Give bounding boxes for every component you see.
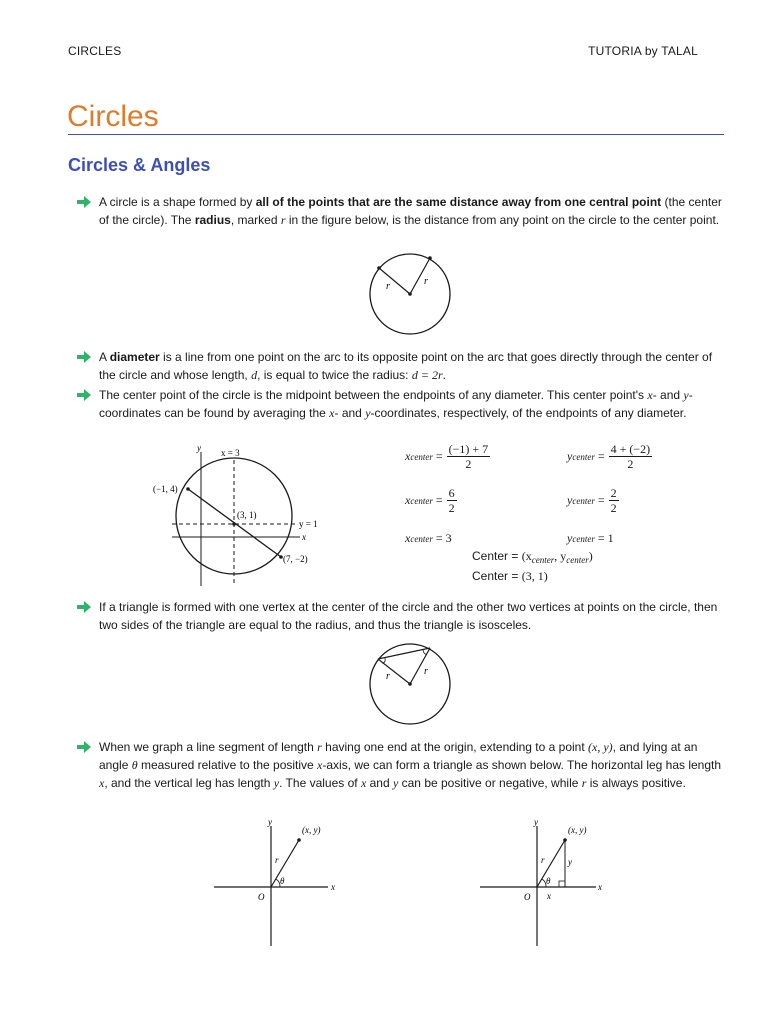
title-rule xyxy=(68,134,724,135)
bullet-line-segment: When we graph a line segment of length r having one end at the origin, extending to a point (x, y), and lying at an angle θ measured relative to the positive x-axis, we can form a triangle as shown below. The horizontal leg has length x, and the vertical leg has length y. The values of x and y can be positive or negative, while r is always positive. xyxy=(76,738,724,792)
radius-label-right: r xyxy=(424,276,428,287)
radius-label: r xyxy=(275,855,279,865)
radius-label-right: r xyxy=(424,666,428,677)
label-point-upper: (−1, 4) xyxy=(153,484,178,494)
point-dot xyxy=(297,838,301,842)
label-y-equals-1: y = 1 xyxy=(299,519,318,529)
point-dot xyxy=(563,838,567,842)
x-axis-label: x xyxy=(302,532,306,542)
bullet-diameter: A diameter is a line from one point on the arc to its opposite point on the arc that goes directly through the center of the circle and whose length, d, is equal to twice the radius: d = 2r. xyxy=(76,348,724,384)
y-axis-label: y xyxy=(197,443,201,453)
x-axis-label: x xyxy=(331,882,335,892)
right-angle-marker xyxy=(559,881,565,887)
bullet-isosceles-triangle: If a triangle is formed with one vertex at the center of the circle and the other two vertices at points on the circle, then two sides of the triangle are equal to the radius, and thus the triangle is isosceles. xyxy=(76,598,724,634)
center-formula: Center = ($x_{center}$, $y_{center}$) xyxy=(472,549,593,565)
figure-circle-radius xyxy=(360,250,460,340)
radius-line-left xyxy=(379,268,410,294)
page-title: Circles xyxy=(67,100,159,133)
arrow-right-icon xyxy=(76,600,92,614)
center-dot xyxy=(408,682,412,686)
x-axis-label: x xyxy=(598,882,602,892)
equation-y-center-2: y center = $\frac{2}{2}$ xyxy=(567,486,617,515)
equation-x-center-2: x center = $\frac{6}{2}$ xyxy=(405,486,455,515)
center-dot xyxy=(232,522,236,526)
endpoint-dot-left xyxy=(377,266,381,270)
arrow-right-icon xyxy=(76,388,92,402)
theta-label: θ xyxy=(546,876,551,886)
origin-label: O xyxy=(524,892,531,902)
center-result: Center = (3, 1) xyxy=(472,569,548,583)
center-dot xyxy=(408,292,412,296)
section-title: Circles & Angles xyxy=(68,155,211,175)
y-axis-label: y xyxy=(534,817,538,827)
radius-label-left: r xyxy=(386,281,390,292)
bullet-center-midpoint: The center point of the circle is the midpoint between the endpoints of any diameter. This center point's x- and y-coordinates can be found by averaging the x- and y-coordinates, respectively, of the endpoints of any diameter. xyxy=(76,386,724,422)
running-header-left: CIRCLES xyxy=(68,44,122,58)
arrow-right-icon xyxy=(76,350,92,364)
radius-label: r xyxy=(541,855,545,865)
figure-segment-origin xyxy=(208,814,348,949)
arrow-right-icon xyxy=(76,195,92,209)
figure-diameter-graph xyxy=(150,440,330,590)
label-point-lower: (7, −2) xyxy=(283,554,308,564)
radius-label-left: r xyxy=(386,671,390,682)
equation-y-center-1: y center = $\frac{4 + (-2)}{2}$ xyxy=(567,442,651,471)
point-label: (x, y) xyxy=(302,825,321,835)
point-label: (x, y) xyxy=(568,825,587,835)
horizontal-leg-label: x xyxy=(547,891,551,901)
figure-isosceles-triangle xyxy=(360,638,460,730)
equation-x-center-1: x center = $\frac{(-1) + 7}{2}$ xyxy=(405,442,489,471)
label-center-point: (3, 1) xyxy=(237,510,257,520)
origin-label: O xyxy=(258,892,265,902)
equation-x-center-3: x center = 3 xyxy=(405,531,452,545)
figure-right-triangle xyxy=(474,814,614,949)
vertical-leg-label: y xyxy=(568,857,572,867)
endpoint-dot-upper xyxy=(186,487,190,491)
label-x-equals-3: x = 3 xyxy=(221,448,240,458)
triangle-base xyxy=(378,648,430,659)
endpoint-dot-right xyxy=(428,256,432,260)
theta-label: θ xyxy=(280,876,285,886)
equation-y-center-3: y center = 1 xyxy=(567,531,614,545)
bullet-circle-definition: A circle is a shape formed by all of the points that are the same distance away from one central point (the center of the circle). The radius, marked r in the figure below, is the distance from any point on the circle to the center point. xyxy=(76,193,724,229)
y-axis-label: y xyxy=(268,817,272,827)
arrow-right-icon xyxy=(76,740,92,754)
running-header-right: TUTORIA by TALAL xyxy=(588,44,698,58)
